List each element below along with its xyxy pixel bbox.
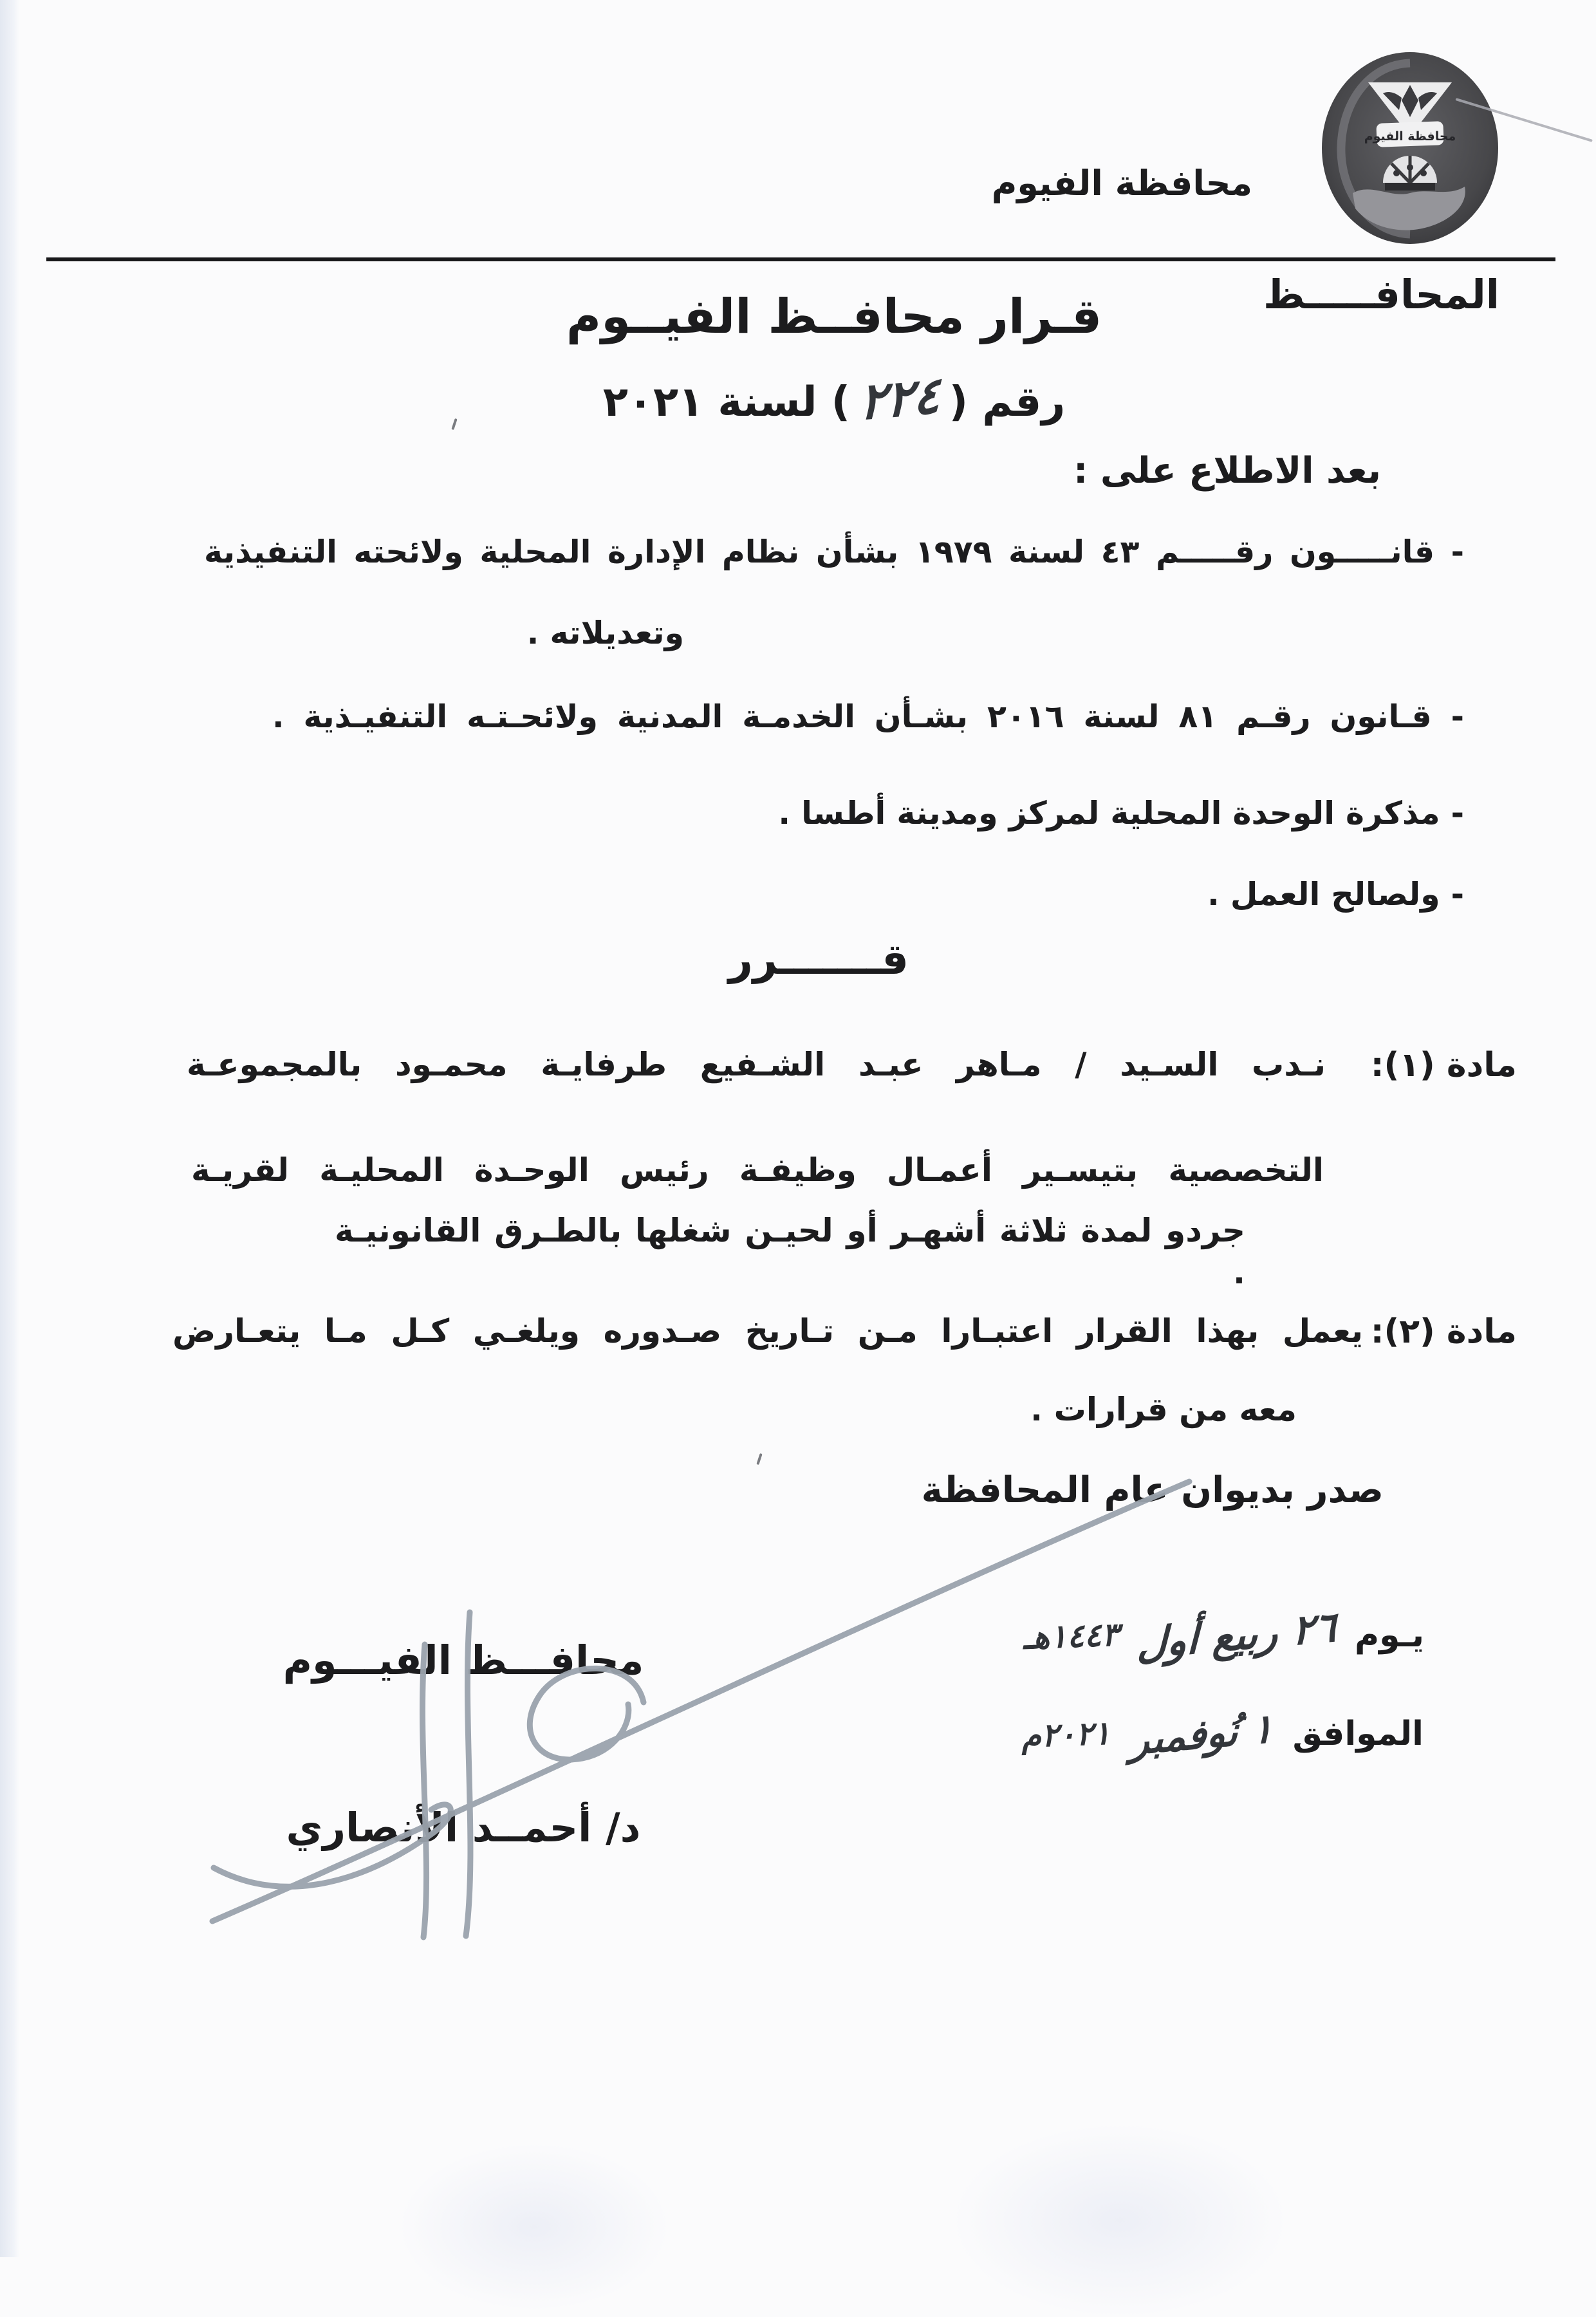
role-heading: المحافـــــظ: [1263, 271, 1499, 318]
hijri-date-handwritten: ٢٦ ربيع أول: [1137, 1603, 1337, 1669]
day-label: يـوم: [1354, 1616, 1424, 1655]
org-label: محافظة الفيوم: [991, 163, 1252, 203]
whereas-item-4: - ولصالح العمل .: [1207, 876, 1464, 913]
decree-number-handwritten: ٢٢٤: [858, 366, 941, 432]
scan-smudge: [952, 2124, 1287, 2317]
whereas-item-1-line-2: وتعديلاته .: [526, 615, 684, 651]
signatory-title: محافـــظ الفيـــوم: [283, 1637, 644, 1684]
decree-title: قـرار محافــظ الفيــوم: [566, 289, 1102, 344]
decree-number-suffix: ) لسنة ٢٠٢١: [602, 378, 850, 426]
governorate-emblem: [1319, 50, 1501, 246]
decree-number-line: [72, 367, 1596, 432]
emblem-base-bar: [1385, 183, 1435, 191]
decision-word: قـــــــرر: [728, 935, 909, 984]
signature-long-stroke: [212, 1482, 1189, 1921]
article-2-line-1: يعمل بهذا القرار اعتبـارا مـن تـاريخ صـدوره ويلغـي كـل مـا يتعـارض: [172, 1312, 1363, 1350]
whereas-item-1-line-1: - قانـــــون رقـــــم ٤٣ لسنة ١٩٧٩ بشأن نظام الإدارة المحلية ولائحته التنفيذية: [204, 534, 1464, 570]
signature-vertical-stroke: [466, 1612, 470, 1936]
header-rule: [46, 257, 1555, 261]
whereas-item-3: - مذكرة الوحدة المحلية لمركز ومدينة أطسا .: [778, 795, 1464, 832]
signature-loop-stroke: [530, 1668, 644, 1760]
signature-flourish-stroke: [214, 1805, 450, 1886]
issued-line: صدر بديوان عام المحافظة: [921, 1469, 1384, 1511]
signature-vertical-stroke: [423, 1644, 427, 1937]
corresponding-label: الموافق: [1292, 1714, 1424, 1753]
decree-number-prefix: رقم (: [949, 378, 1066, 426]
intro-line: بعد الاطلاع على :: [1073, 450, 1381, 492]
article-1-line-3: جردو لمدة ثلاثة أشهـر أو لحيـن شغلها بالطـرق القانونيـة .: [335, 1212, 1245, 1291]
scan-smudge: [399, 2143, 669, 2311]
signature-strokes: [161, 1448, 1223, 2027]
article-1-label: مادة (١):: [1370, 1046, 1517, 1084]
emblem-banner-text: محافظة الفيوم: [1364, 129, 1456, 144]
signatory-name: د/ أحمــد الأنصاري: [286, 1804, 641, 1851]
article-2-line-2: معه من قرارات .: [1030, 1391, 1297, 1428]
gregorian-year: ٢٠٢١م: [1021, 1714, 1111, 1754]
hijri-year: ١٤٤٣هـ: [1022, 1615, 1120, 1657]
gregorian-date-handwritten: ١ نُوفمبر: [1129, 1704, 1274, 1764]
scan-page-edge: [0, 0, 19, 2257]
whereas-item-2: - قـانون رقـم ٨١ لسنة ٢٠١٦ بشـأن الخدمـة المدنية ولائحـتـه التنفيـذية .: [272, 698, 1464, 735]
article-1-line-1: نـدب السـيد / مـاهر عبـد الشـفيع طرفايـة محمـود بالمجموعـة: [187, 1046, 1326, 1083]
article-1-line-2: التخصصية بتيسـير أعمـال وظيفـة رئيس الوحـدة المحليـة لقريـة: [191, 1151, 1324, 1189]
article-2-label: مادة (٢):: [1370, 1312, 1517, 1351]
